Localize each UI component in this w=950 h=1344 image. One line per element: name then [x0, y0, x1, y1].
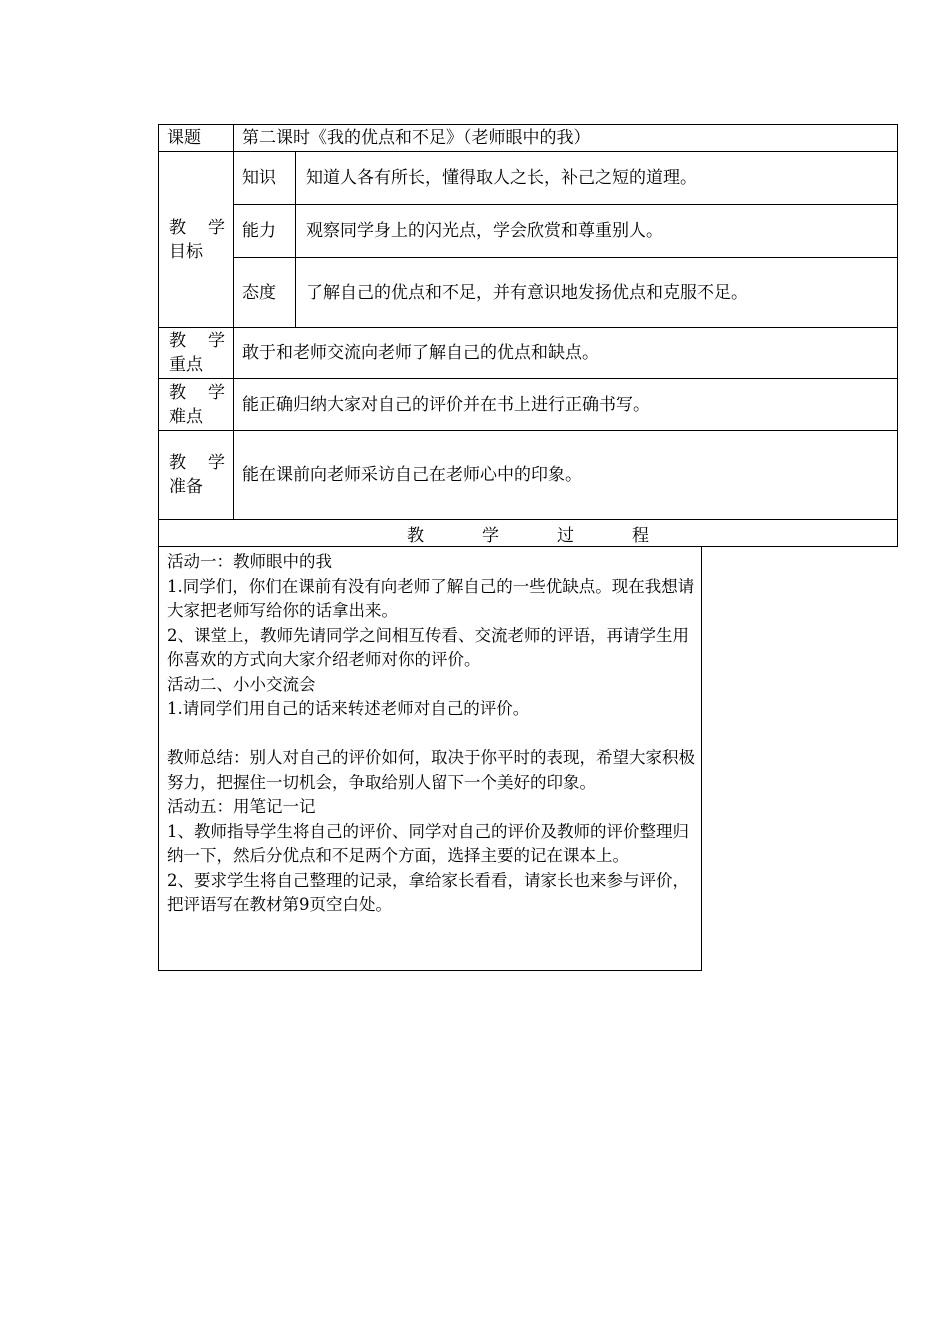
topic-label: 课题 [167, 128, 201, 148]
preparation-label-cell [158, 430, 247, 520]
goals-label: 教学 目标 [169, 217, 247, 262]
process-line: 1.同学们，你们在课前有没有向老师了解自己的一些优缺点。现在我想请大家把老师写给你的话拿出来。 [167, 576, 695, 620]
process-line: 2、课堂上，教师先请同学之间相互传看、交流老师的评语，再请学生用你喜欢的方式向大家介绍老师对你的评价。 [167, 625, 689, 669]
process-line: 活动五：用笔记一记 [167, 797, 316, 816]
key-point-label-cell [158, 327, 247, 379]
preparation-text: 能在课前向老师采访自己在老师心中的印象。 [242, 465, 582, 485]
goals-label-cell [158, 151, 247, 328]
process-line: 活动一：教师眼中的我 [167, 552, 332, 571]
process-line: 教师总结：别人对自己的评价如何，取决于你平时的表现，希望大家积极努力，把握住一切机会，争取给别人留下一个美好的印象。 [167, 748, 695, 792]
goal-type-attitude: 态度 [233, 257, 296, 328]
difficulty-label-cell [158, 378, 247, 431]
process-line: 活动二、小小交流会 [167, 674, 316, 694]
difficulty-text-cell [233, 378, 898, 431]
process-blank-line [167, 722, 697, 747]
process-body [158, 546, 702, 971]
topic-value-cell [233, 124, 898, 152]
preparation-label: 教学 准备 [169, 453, 247, 497]
preparation-text-cell [233, 430, 898, 520]
topic-value: 第二课时《我的优点和不足》（老师眼中的我） [242, 128, 591, 148]
goal-text-ability: 观察同学身上的闪光点，学会欣赏和尊重别人。 [295, 204, 898, 258]
process-header-text: 教学过程 [407, 525, 707, 546]
goal-type-ability: 能力 [233, 204, 296, 258]
difficulty-text: 能正确归纳大家对自己的评价并在书上进行正确书写。 [242, 394, 650, 415]
process-line: 1.请同学们用自己的话来转述老师对自己的评价。 [167, 699, 530, 718]
process-line: 1、教师指导学生将自己的评价、同学对自己的评价及教师的评价整理归纳一下，然后分优点和不足两个方面，选择主要的记在课本上。 [167, 821, 689, 865]
difficulty-label: 教学 难点 [169, 382, 247, 427]
process-line: 2、要求学生将自己整理的记录，拿给家长看看，请家长也来参与评价，把评语写在教材第9页空白处。 [167, 870, 689, 914]
process-header [158, 519, 898, 547]
key-point-text-cell [233, 327, 898, 379]
goal-text-knowledge: 知道人各有所长，懂得取人之长，补己之短的道理。 [295, 151, 898, 205]
goal-type-knowledge: 知识 [233, 151, 296, 205]
goal-text-attitude: 了解自己的优点和不足，并有意识地发扬优点和克服不足。 [295, 257, 898, 328]
key-point-text: 敢于和老师交流向老师了解自己的优点和缺点。 [242, 343, 599, 363]
topic-label-cell [158, 124, 234, 152]
key-point-label: 教学 重点 [169, 331, 247, 375]
